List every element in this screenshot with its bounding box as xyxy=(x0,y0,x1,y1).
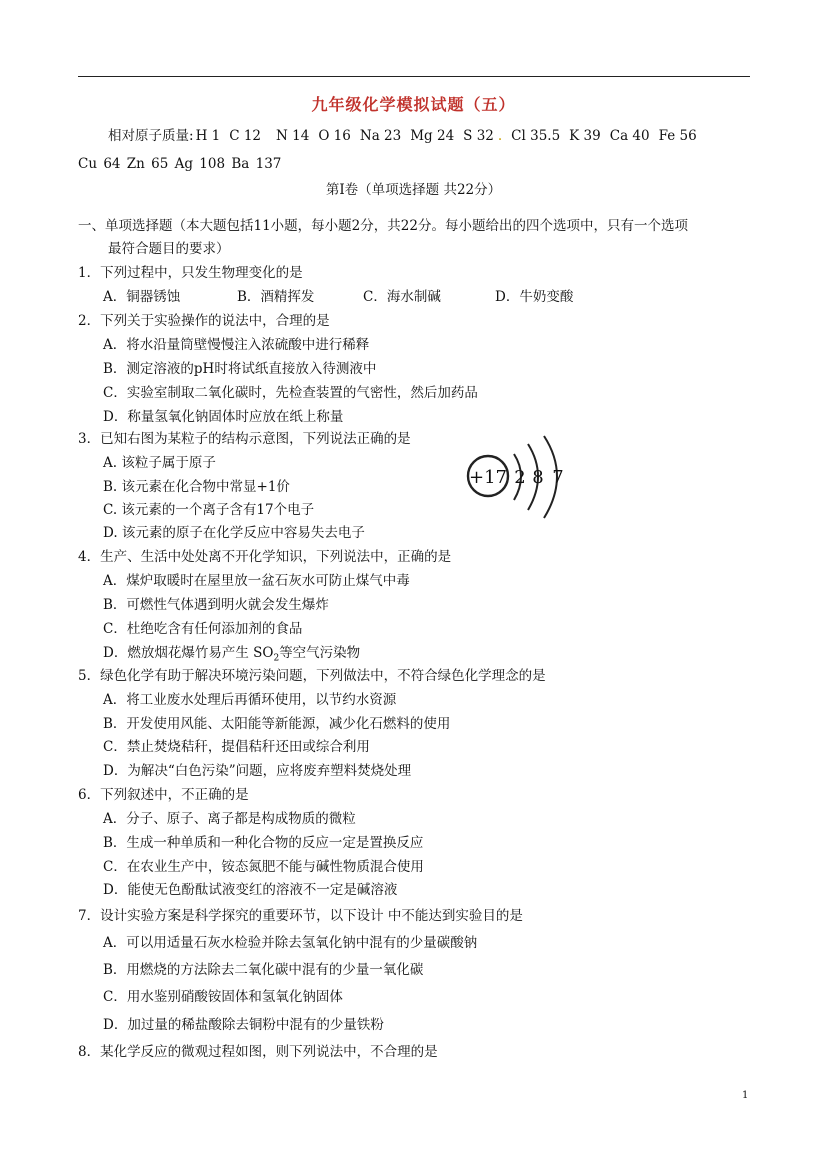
mass-c: C 12 xyxy=(229,128,262,144)
shell-1-electrons: 2 xyxy=(514,467,526,488)
formula-subscript: 2 xyxy=(273,653,280,664)
question-8-stem: 8．某化学反应的微观过程如图，则下列说法中，不合理的是 xyxy=(78,1044,438,1060)
instructions-line1: 一、单项选择题（本大题包括11小题，每小题2分，共22分。每小题给出的四个选项中，只有一个选项 xyxy=(78,218,688,234)
question-2-option-a: A．将水沿量筒壁慢慢注入浓硫酸中进行稀释 xyxy=(103,337,370,353)
atomic-masses-row1 xyxy=(108,127,706,145)
question-7-stem: 7．设计实验方案是科学探究的重要环节，以下设计 中不能达到实验目的是 xyxy=(78,908,523,924)
mass-n: N 14 xyxy=(276,128,310,144)
dot-mark: . xyxy=(497,128,503,144)
question-3-option-b: B. 该元素在化合物中常显+1价 xyxy=(103,479,290,495)
page-title: 九年级化学模拟试题（五） xyxy=(311,95,516,114)
question-2-stem: 2．下列关于实验操作的说法中，合理的是 xyxy=(78,313,330,329)
question-1-options xyxy=(103,288,573,306)
question-5-option-a: A．将工业废水处理后再循环使用，以节约水资源 xyxy=(103,692,397,708)
question-7-option-c: C．用水鉴别硝酸铵固体和氢氧化钠固体 xyxy=(103,989,343,1005)
question-4-stem: 4．生产、生活中处处离不开化学知识，下列说法中，正确的是 xyxy=(78,549,452,565)
question-4-option-b: B．可燃性气体遇到明火就会发生爆炸 xyxy=(103,597,329,613)
page-number: 1 xyxy=(742,1090,749,1101)
question-5-stem: 5．绿色化学有助于解决环境污染问题，下列做法中，不符合绿色化学理念的是 xyxy=(78,668,546,684)
question-7-option-b: B．用燃烧的方法除去二氧化碳中混有的少量一氧化碳 xyxy=(103,962,424,978)
question-6-option-d: D．能使无色酚酞试液变红的溶液不一定是碱溶液 xyxy=(103,882,398,898)
mass-h: H 1 xyxy=(195,128,221,144)
option-b: B．酒精挥发 xyxy=(237,289,315,305)
formula-so: SO xyxy=(253,645,274,661)
question-7-option-d: D．加过量的稀盐酸除去铜粉中混有的少量铁粉 xyxy=(103,1017,384,1033)
question-2-option-d: D．称量氢氧化钠固体时应放在纸上称量 xyxy=(103,409,344,425)
atomic-masses-row2: Cu 64 Zn 65 Ag 108 Ba 137 xyxy=(78,156,282,172)
mass-cl: Cl 35.5 xyxy=(511,128,561,144)
shell-3-electrons: 7 xyxy=(552,467,564,488)
instructions-line2: 最符合题目的要求） xyxy=(108,241,230,257)
question-4-option-a: A．煤炉取暖时在屋里放一盆石灰水可防止煤气中毒 xyxy=(103,573,410,589)
option-d-tail: 等空气污染物 xyxy=(279,645,361,661)
mass-mg: Mg 24 xyxy=(410,128,455,144)
question-2-option-b: B．测定溶液的pH时将试纸直接放入待测液中 xyxy=(103,361,377,377)
option-c: C．海水制碱 xyxy=(363,289,441,305)
question-2-option-c: C．实验室制取二氧化碳时，先检查装置的气密性，然后加药品 xyxy=(103,385,478,401)
mass-k: K 39 xyxy=(569,128,601,144)
question-6-option-c: C．在农业生产中，铵态氮肥不能与碱性物质混合使用 xyxy=(103,859,424,875)
question-3-option-d: D. 该元素的原子在化学反应中容易失去电子 xyxy=(103,525,365,541)
shell-2-electrons: 8 xyxy=(532,467,544,488)
option-a: A．铜器锈蚀 xyxy=(103,289,181,305)
question-5-option-d: D．为解决“白色污染”问题，应将废弃塑料焚烧处理 xyxy=(103,763,412,779)
mass-s: S 32 xyxy=(463,128,494,144)
question-7-option-a: A．可以用适量石灰水检验并除去氢氧化钠中混有的少量碳酸钠 xyxy=(103,935,478,951)
question-6-stem: 6．下列叙述中，不正确的是 xyxy=(78,787,249,803)
question-6-option-b: B．生成一种单质和一种化合物的反应一定是置换反应 xyxy=(103,835,424,851)
nucleus-charge: +17 xyxy=(469,467,507,488)
question-5-option-c: C．禁止焚烧秸秆，提倡秸秆还田或综合利用 xyxy=(103,739,370,755)
question-4-option-c: C．杜绝吃含有任何添加剂的食品 xyxy=(103,621,303,637)
question-3-stem: 3．已知右图为某粒子的结构示意图，下列说法正确的是 xyxy=(78,431,411,447)
question-4-option-d xyxy=(103,644,360,668)
mass-na: Na 23 xyxy=(359,128,402,144)
header-rule xyxy=(78,76,750,77)
mass-ca: Ca 40 xyxy=(609,128,650,144)
option-d: D．牛奶变酸 xyxy=(495,289,574,305)
question-6-option-a: A．分子、原子、离子都是构成物质的微粒 xyxy=(103,811,356,827)
atomic-mass-label: 相对原子质量: xyxy=(108,128,194,144)
mass-o: O 16 xyxy=(318,128,351,144)
mass-fe: Fe 56 xyxy=(658,128,697,144)
question-1-stem: 1．下列过程中，只发生物理变化的是 xyxy=(78,265,303,281)
question-3-option-a: A. 该粒子属于原子 xyxy=(103,455,216,471)
question-5-option-b: B．开发使用风能、太阳能等新能源，减少化石燃料的使用 xyxy=(103,716,451,732)
so2-formula xyxy=(253,645,280,664)
option-d-text: D．燃放烟花爆竹易产生 xyxy=(103,645,249,661)
question-3-option-c: C. 该元素的一个离子含有17个电子 xyxy=(103,502,315,518)
section-title: 第Ⅰ卷（单项选择题 共22分） xyxy=(325,182,502,198)
atom-structure-diagram xyxy=(462,430,582,522)
